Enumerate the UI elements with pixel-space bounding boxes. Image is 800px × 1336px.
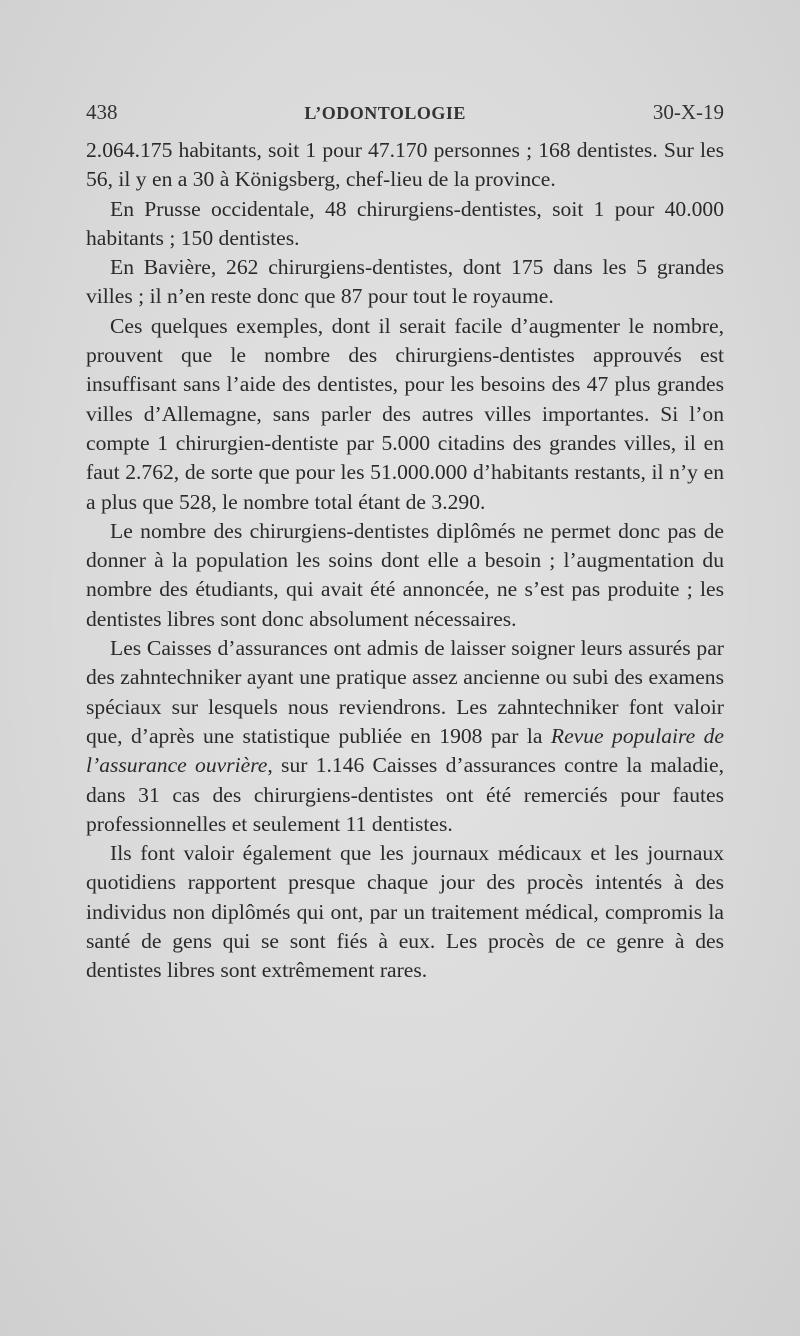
paragraph-text: Les Caisses d’assurances ont admis de laisser soigner leurs assurés par des zahntechniker ayant une pratique assez ancienne ou subi des examens spéciaux sur lesquels nous reviendrons. Les zahntechniker font valoir que, d’après une statistique publiée en 1908 par la <box>86 636 724 748</box>
paragraph-proces: Ils font valoir également que les journaux médicaux et les journaux quotidiens rapportent presque chaque jour des procès intentés à des individus non diplômés qui ont, par un traitement médical, compromis la santé de gens qui se sont fiés à eux. Les procès de ce genre à des dentistes libres sont extrêmement rares. <box>86 841 724 983</box>
running-header <box>86 100 724 130</box>
cited-publication-title: Revue populaire de l’assurance ouvrière <box>86 723 724 778</box>
paragraph-baviere: En Bavière, 262 chirurgiens-dentistes, dont 175 dans les 5 grandes villes ; il n’en reste donc que 87 pour tout le royaume. <box>86 255 724 309</box>
paragraph-exemples: Ces quelques exemples, dont il serait facile d’augmenter le nombre, prouvent que le nombre des chirurgiens-dentistes approuvés est insuffisant sans l’aide des dentistes, pour les besoins des 47 plus grandes villes d’Allemagne, sans parler des autres villes importantes. Si l’on compte 1 chirurgien-dentiste par 5.000 citadins des grandes villes, il en faut 2.762, de sorte que pour les 51.000.000 d’habitants restants, il n’y en a plus que 528, le nombre total étant de 3.290. <box>86 313 724 514</box>
journal-title: L’ODONTOLOGIE <box>304 103 466 123</box>
paragraph-continuation: 2.064.175 habitants, soit 1 pour 47.170 personnes ; 168 dentistes. Sur les 56, il y en a 30 à Königsberg, chef-lieu de la province. <box>86 138 724 192</box>
paragraph-prusse-occidentale: En Prusse occidentale, 48 chirurgiens-dentistes, soit 1 pour 40.000 habitants ; 150 dentistes. <box>86 196 724 250</box>
body-text <box>86 136 724 986</box>
issue-date: 30-X-19 <box>652 100 724 124</box>
paragraph-nombre-diplomes: Le nombre des chirurgiens-dentistes diplômés ne permet donc pas de donner à la population les soins dont elle a besoin ; l’augmentation du nombre des étudiants, qui avait été annoncée, ne s’est pas produite ; les dentistes libres sont donc absolument nécessaires. <box>86 518 724 631</box>
paragraph-text: , sur 1.146 Caisses d’assurances contre la maladie, dans 31 cas des chirurgiens-dentistes ont été remerciés pour fautes professionnelles et seulement 11 dentistes. <box>86 753 724 836</box>
paragraph-caisses-assurances <box>86 634 724 839</box>
page-number: 438 <box>86 100 118 124</box>
